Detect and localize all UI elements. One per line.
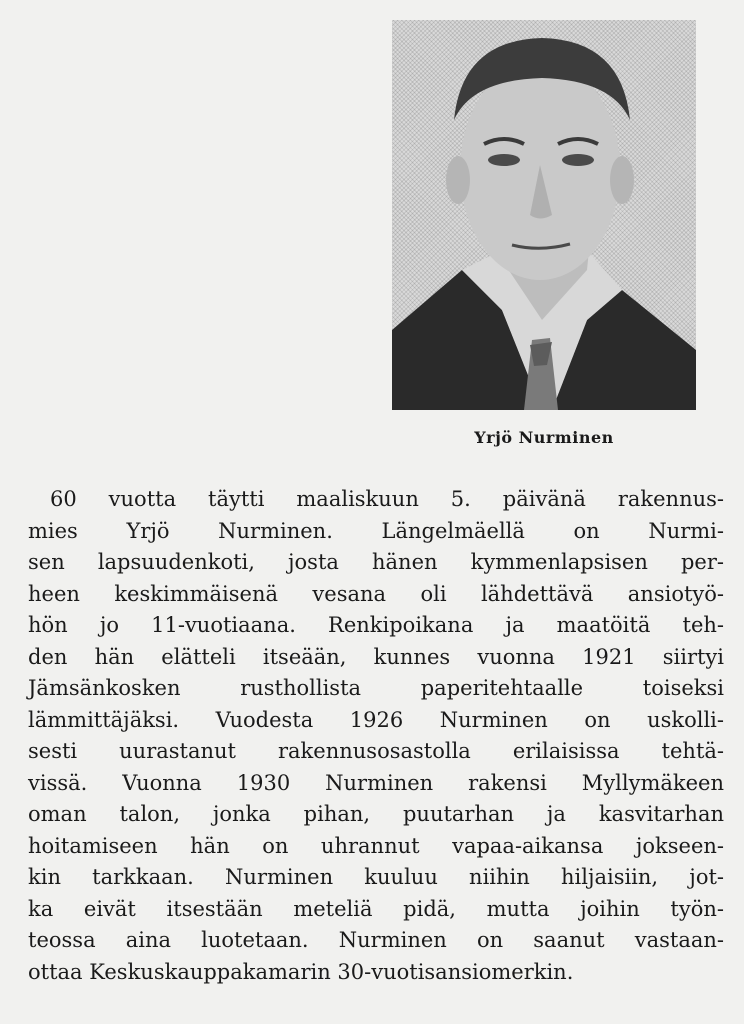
article-line: teossa aina luotetaan. Nurminen on saanut vastaan- xyxy=(28,928,724,952)
photo-caption: Yrjö Nurminen xyxy=(474,428,614,447)
article-line: oman talon, jonka pihan, puutarhan ja kasvitarhan xyxy=(28,802,724,826)
article-line: sen lapsuudenkoti, josta hänen kymmenlapsisen per- xyxy=(28,550,724,574)
portrait-illustration xyxy=(392,20,696,410)
article-line: vissä. Vuonna 1930 Nurminen rakensi Myllymäkeen xyxy=(28,770,724,795)
article-line: heen keskimmäisenä vesana oli lähdettävä ansiotyö- xyxy=(28,581,724,606)
article-line: mies Yrjö Nurminen. Längelmäellä on Nurmi- xyxy=(28,518,724,543)
article-line: ka eivät itsestään meteliä pidä, mutta joihin työn- xyxy=(28,896,724,921)
article-body xyxy=(28,484,724,988)
article-line: Jämsänkosken rusthollista paperitehtaalle toiseksi xyxy=(28,676,724,700)
article-line: hön jo 11-vuotiaana. Renkipoikana ja maatöitä teh- xyxy=(28,613,724,637)
portrait-photo xyxy=(392,20,696,410)
article-line: 60 vuotta täytti maaliskuun 5. päivänä rakennus- xyxy=(50,487,724,511)
article-line: hoitamiseen hän on uhrannut vapaa-aikansa jokseen- xyxy=(28,833,724,858)
article-line: den hän elätteli itseään, kunnes vuonna 1921 siirtyi xyxy=(28,644,724,669)
article-line: sesti uurastanut rakennusosastolla erilaisissa tehtä- xyxy=(28,739,724,763)
article-line: kin tarkkaan. Nurminen kuuluu niihin hiljaisiin, jot- xyxy=(28,865,724,889)
article-line: lämmittäjäksi. Vuodesta 1926 Nurminen on uskolli- xyxy=(28,707,724,732)
article-line: ottaa Keskuskauppakamarin 30-vuotisansiomerkin. xyxy=(28,959,574,984)
